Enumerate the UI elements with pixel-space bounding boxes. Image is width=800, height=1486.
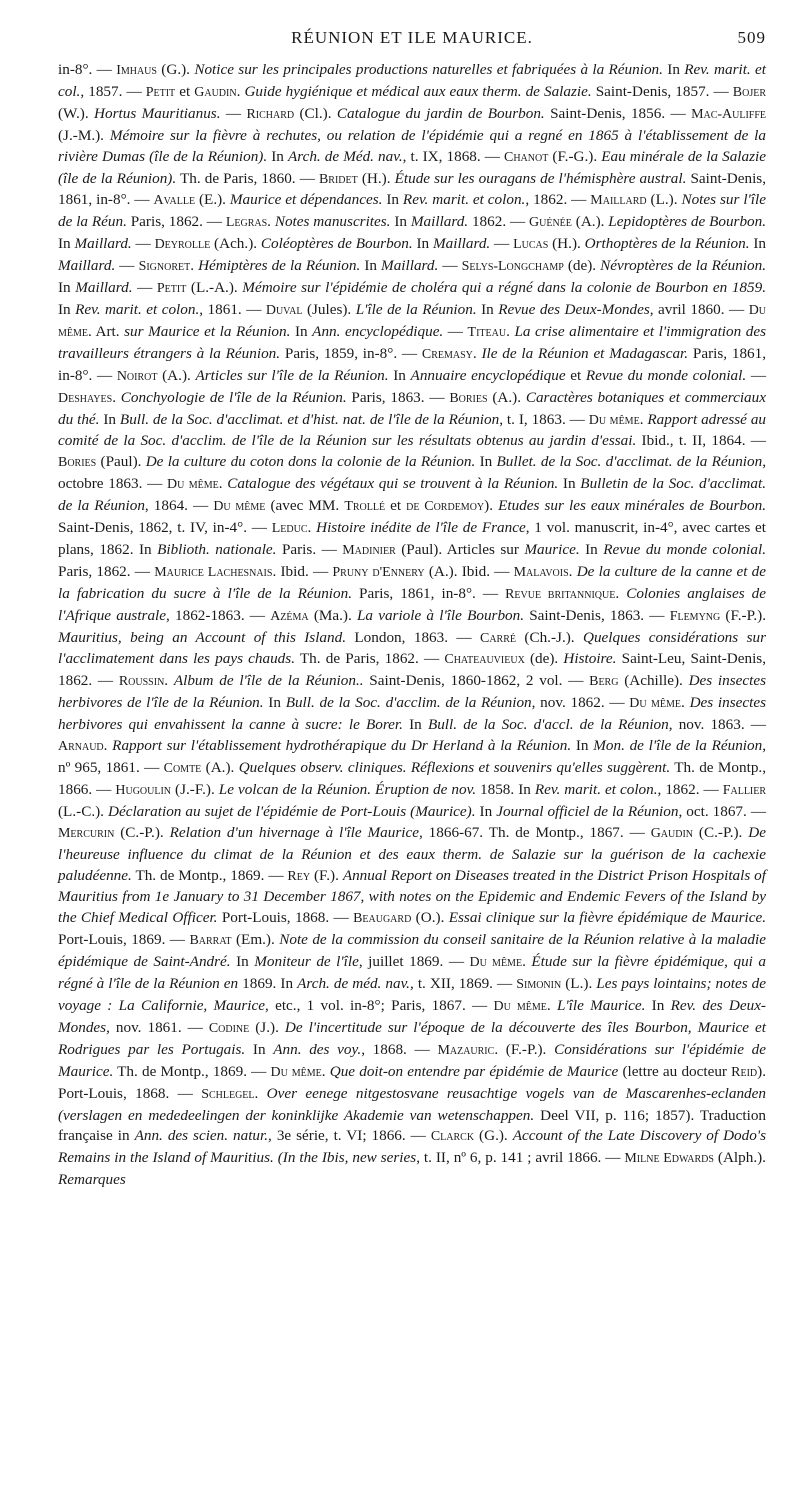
work-title: Note de la commission du conseil sanitaire de la Réunion relative à la maladie épidémique de Saint-André. (58, 931, 766, 971)
citation-text: In (245, 1040, 274, 1058)
work-title: Lepidoptères de Bourbon. (608, 213, 767, 231)
work-title: Eau minérale de la Salazie (île de la Réunion). (58, 147, 766, 187)
citation-text: . (218, 475, 228, 493)
citation-text: 1858. In (476, 780, 535, 798)
citation-text: Saint-Denis, 1856. — (544, 104, 692, 122)
work-title: Considérations sur l'épidémie de Maurice. (58, 1040, 767, 1080)
citation-text: , 1857. — (80, 82, 146, 100)
citation-text: In (476, 300, 499, 318)
work-title: Histoire inédite de l'île de France (316, 519, 526, 537)
citation-text: (avec MM. (265, 497, 345, 515)
citation-text: , 1864. — (144, 497, 214, 515)
work-title: Revue des Deux-Mondes (498, 300, 650, 318)
author-name: Chateauvieux (444, 652, 525, 668)
work-title: Biblioth. nationale. (157, 540, 277, 558)
work-title: Caractères botaniques et commerciaux du thé. (58, 388, 766, 428)
author-name: Legras (225, 215, 268, 231)
citation-text: , t. IX, 1868. — (402, 147, 505, 165)
citation-text: In (645, 996, 671, 1014)
citation-text: In (360, 257, 382, 275)
author-name: Deshayes (58, 390, 113, 406)
citation-text: In (390, 213, 411, 231)
work-title: Moniteur de l'île (254, 953, 359, 971)
citation-text: , octobre 1863. — (58, 453, 766, 493)
citation-text: Th. de Montp., 1869. — (113, 1062, 271, 1080)
citation-text: , juillet 1869. — (358, 953, 470, 971)
work-title: La crise alimentaire et l'immigration des travailleurs étrangers à la Réunion. (58, 322, 767, 362)
citation-text: (Ach.). (210, 235, 261, 253)
citation-text: . (190, 257, 199, 275)
work-title: Rev. marit. et colon. (534, 780, 658, 798)
citation-text: Deel VII, p. 116; 1857). Traduction française in (58, 1106, 767, 1145)
citation-text: (Cl.). (294, 104, 337, 122)
author-name: Lucas (513, 237, 549, 253)
citation-text: (G.). (474, 1127, 513, 1145)
work-title: Maillard. (58, 257, 116, 275)
work-title: Conchyologie de l'île de la Réunion. (120, 388, 347, 406)
citation-text: 1869. In (238, 975, 298, 993)
citation-text: . (307, 519, 317, 537)
citation-text: Th. de Paris, 1860. — (176, 169, 319, 187)
work-title: Rapport sur l'établissement hydrothérapique du Dr Herland à la Réunion. (112, 737, 572, 755)
author-name: Du même (213, 499, 266, 515)
citation-text: , 1866-67. Th. de Montp., 1867. — (418, 823, 651, 841)
work-title: L'île Maurice. (556, 996, 646, 1014)
citation-text: (A.). (157, 366, 196, 384)
citation-text: . Ibid. — (272, 562, 333, 580)
citation-text: , 1 vol. manuscrit, in-4°, avec cartes et plans, 1862. In (58, 519, 766, 558)
author-name: Selys-Longchamp (461, 259, 564, 275)
citation-text: London, 1863. — (346, 628, 480, 646)
citation-text: Paris, 1862. — (58, 562, 155, 580)
work-title: Bull. de la Soc. d'accl. de la Réunion (427, 716, 669, 734)
work-title: Remarques (58, 1171, 126, 1189)
citation-text: , t. II, nº 6, p. 141 ; avril 1866. — (416, 1149, 625, 1167)
citation-text: — (131, 235, 155, 253)
author-name: de Cordemoy (406, 499, 485, 515)
work-title: Maillard. (381, 257, 439, 275)
author-name: Clarck (430, 1129, 475, 1145)
work-title: Ile de la Réunion et Madagascar. (481, 344, 689, 362)
author-name: Mazauric (437, 1042, 495, 1058)
work-title: Des insectes herbivores qui envahissent la canne à sucre: le Borer. (58, 694, 766, 734)
citation-text: Paris, 1863. — (346, 388, 450, 406)
citation-text: 1862. — (468, 213, 530, 231)
citation-text: . (321, 1062, 330, 1080)
work-title: Notice sur les principales productions naturelles et fabriquées à la Réunion. (194, 61, 663, 78)
citation-text: (de). (563, 257, 601, 275)
citation-text: , oct. 1867. — (678, 802, 767, 820)
author-name: Du même (588, 412, 640, 428)
author-name: Duval (265, 302, 303, 318)
citation-text: (lettre au docteur (618, 1062, 732, 1080)
citation-text: (J.-M.). (58, 126, 110, 144)
citation-text: Port-Louis, 1868. — (217, 909, 354, 927)
work-title: Articles sur l'île de la Réunion. (195, 366, 389, 384)
work-title: Ann. des scien. natur. (134, 1127, 269, 1145)
work-title: Rev. marit. et col. (58, 61, 767, 100)
author-name: Carré (480, 630, 516, 646)
citation-text: In (571, 737, 594, 755)
citation-text: (L.). (646, 191, 682, 209)
author-name: Trollé (344, 499, 386, 515)
citation-text: Port-Louis, 1869. — (58, 931, 190, 949)
citation-text: (G.). (156, 61, 195, 78)
work-title: Etudes sur les eaux minérales de Bourbon. (498, 497, 767, 515)
page-number: 509 (737, 28, 766, 47)
author-name: Barrat (189, 933, 232, 949)
author-name: Mac-Auliffe (691, 106, 767, 122)
citation-text: , t. I, 1863. — (499, 410, 589, 428)
author-name: Deyrolle (154, 237, 211, 253)
citation-text: In (58, 279, 76, 297)
citation-text: (Alph.). (713, 1149, 766, 1167)
work-title: De l'heureuse influence du climat de la Réunion et des eaux therm. de Salazie sur la guérison de la cachexie paludéenne. (58, 823, 766, 884)
author-name: Imhaus (116, 63, 157, 78)
citation-text: ). (484, 497, 499, 515)
work-title: Histoire. (563, 650, 617, 668)
citation-text: Paris, 1861, in-8°. — (352, 584, 506, 602)
author-name: Simonin (516, 977, 562, 993)
author-name: Gaudin (194, 84, 237, 100)
citation-text: (C.-P.). (114, 823, 170, 841)
work-title: Maurice. (524, 540, 580, 558)
citation-text: . (254, 1084, 267, 1102)
citation-text: In (475, 802, 497, 820)
work-title: Maillard. (75, 279, 133, 297)
citation-text: . (568, 562, 577, 580)
author-name: Azéma (270, 608, 309, 624)
author-name: Berg (589, 674, 619, 690)
author-name: Titeau (467, 324, 507, 340)
citation-text: , 1861. — (199, 300, 266, 318)
author-name: Avalle (153, 193, 196, 209)
author-name: Du même (469, 955, 523, 971)
work-title: Maillard. (74, 235, 132, 253)
citation-text: , etc., 1 vol. in-8°; Paris, 1867. — (264, 996, 494, 1014)
author-name: Petit (145, 84, 176, 100)
citation-text: (Em.). (231, 931, 280, 949)
work-title: Rev. des Deux-Mondes (58, 996, 766, 1036)
work-title: Maillard. (432, 235, 491, 253)
citation-text: Paris, 1859, in-8°. — (280, 344, 422, 362)
work-title: De la culture de la canne et de la fabrication du sucre à l'île de la Réunion. (58, 562, 766, 602)
author-name: Cremasy (421, 346, 473, 362)
citation-text: (E.). (195, 191, 230, 209)
citation-text: . (267, 213, 275, 231)
citation-text: Th. de Paris, 1862. — (295, 650, 445, 668)
citation-text: , t. XII, 1869. — (409, 975, 517, 993)
author-name: Revue britannique (505, 586, 616, 602)
citation-text: In (558, 475, 581, 493)
citation-text: In (749, 235, 767, 253)
citation-text: et (565, 366, 586, 384)
citation-text: , 1862-1863. — (166, 606, 271, 624)
citation-text: , 1862. — (525, 191, 591, 209)
author-name: Reid (731, 1064, 758, 1080)
work-title: Des insectes herbivores de l'île de la Réunion. (58, 672, 767, 712)
author-name: Hugoulin (115, 782, 172, 798)
work-title: Relation d'un hivernage à l'île Maurice (169, 823, 419, 841)
running-title: RÉUNION ET ILE MAURICE. (291, 28, 533, 47)
author-name: Rey (287, 868, 311, 884)
work-title: Quelques considérations sur l'acclimatement dans les pays chauds. (58, 628, 766, 668)
work-title: Orthoptères de la Réunion. (584, 235, 750, 253)
work-title: De la culture du coton dons la colonie de la Réunion. (145, 453, 476, 471)
work-title: L'île de la Réunion. (355, 300, 477, 318)
author-name: Leduc (271, 521, 308, 537)
citation-text: Saint-Leu, Saint-Denis, 1862. — (58, 650, 766, 690)
citation-text: (F.). (310, 866, 343, 884)
citation-text: Paris, 1862. — (126, 213, 226, 231)
author-name: Bories (449, 390, 488, 406)
citation-text: Ibid., t. II, 1864. — (636, 432, 766, 450)
work-title: Étude sur la fièvre épidémique, qui a régné à l'île de la Réunion en (58, 953, 766, 993)
citation-text: . (112, 388, 121, 406)
citation-text: . (639, 410, 648, 428)
citation-text: (L.). (561, 975, 597, 993)
work-title: Maillard. (410, 213, 469, 231)
work-title: Mémoire sur la fièvre à rechutes, ou relation de l'épidémie qui a regné en 1865 à l'établissement de la rivière Dumas (île de la Réunion). (58, 126, 766, 165)
citation-text: Paris. — (276, 540, 343, 558)
author-name: Arnaud (58, 739, 104, 755)
citation-text: In (263, 694, 286, 712)
citation-text: (de). (524, 650, 564, 668)
author-name: Du même (629, 696, 682, 712)
work-title: Névroptères de la Réunion. (600, 257, 767, 275)
author-name: Maurice Lachesnais (154, 564, 273, 580)
author-name: Codine (208, 1020, 250, 1036)
citation-text: (Ma.). (308, 606, 357, 624)
citation-text: ). Port-Louis, 1868. — (58, 1062, 767, 1102)
citation-text: . (615, 584, 627, 602)
work-title: Arch. de méd. nav. (297, 975, 410, 993)
citation-text: . (164, 672, 174, 690)
author-name: Du même (493, 998, 547, 1014)
citation-text: In (412, 235, 433, 253)
author-name: Milne Edwards (624, 1151, 714, 1167)
author-name: Maillard (590, 193, 647, 209)
citation-text: , nº 965, 1861. — (58, 737, 766, 776)
citation-text: Saint-Denis, 1863. — (524, 606, 670, 624)
work-title: Bull. de la Soc. d'acclim. de la Réunion (285, 694, 532, 712)
citation-text: (H.). (548, 235, 585, 253)
citation-text: (W.). (58, 104, 95, 122)
work-title: Catalogue des végétaux qui se trouvent à la Réunion. (227, 475, 559, 493)
work-title: Rev. marit. et colon. (75, 300, 200, 318)
citation-text: in-8°. — (58, 61, 117, 78)
work-title: Revue du monde colonial. (585, 366, 747, 384)
work-title: Bulletin de la Soc. d'acclimat. de la Réunion (58, 475, 766, 515)
citation-text: In (58, 300, 76, 318)
citation-text: . (522, 953, 532, 971)
citation-text: — (443, 322, 468, 340)
citation-text: . (103, 737, 113, 755)
author-name: Bridet (318, 171, 358, 187)
author-name: Schlegel (201, 1086, 255, 1102)
work-title: Colonies anglaises de l'Afrique australe (58, 584, 766, 624)
work-title: De l'incertitude sur l'époque de la découverte des îles Bourbon, Maurice et Rodrigues par les Portugais. (58, 1018, 766, 1058)
citation-text: In (662, 61, 685, 78)
author-name: Gaudin (650, 825, 693, 841)
work-title: Hémiptères de la Réunion. (198, 257, 361, 275)
author-name: Beaugard (353, 911, 412, 927)
citation-text: , avril 1860. — (649, 300, 749, 318)
citation-text: , nov. 1862. — (531, 694, 630, 712)
citation-text: . (236, 82, 245, 100)
author-name: Petit (156, 281, 187, 297)
citation-text: (Achille). (618, 672, 689, 690)
author-name: Chanot (504, 149, 549, 165)
work-title: Déclaration au sujet de l'épidémie de Port-Louis (Maurice). (108, 802, 476, 820)
work-title: Annuaire encyclopédique (410, 366, 566, 384)
citation-text: — (746, 366, 767, 384)
author-name: Du même (167, 477, 219, 493)
author-name: Mercurin (58, 825, 115, 841)
citation-text: . (546, 996, 557, 1014)
work-title: Guide hygiénique et médical aux eaux therm. de Salazie. (244, 82, 592, 100)
citation-text: In (382, 191, 403, 209)
author-name: Guénée (529, 215, 572, 231)
citation-text: In (290, 322, 313, 340)
work-title: Rapport adressé au comité de la Soc. d'acclim. de l'île de la Réunion sur les résultats obtenus au jardin d'essai. (58, 410, 767, 450)
page-header (58, 28, 766, 54)
work-title: Ann. des voy. (273, 1040, 362, 1058)
citation-text: — (220, 104, 247, 122)
citation-text: In (402, 716, 428, 734)
work-title: Les pays lointains; notes de voyage : La Californie, Maurice (58, 975, 766, 1014)
citation-text: et (175, 82, 195, 100)
citation-text: (Ch.-J.). (516, 628, 583, 646)
citation-text: . (506, 322, 515, 340)
work-title: Arch. de Méd. nav. (287, 147, 403, 165)
citation-text: (C.-P.). (693, 823, 749, 841)
citation-text: In (579, 540, 604, 558)
citation-text: Saint-Denis, 1860-1862, 2 vol. — (363, 672, 590, 690)
work-title: Maurice et dépendances. (229, 191, 383, 209)
author-name: Pruny d'Ennery (332, 564, 425, 580)
citation-text: , 1868. — (361, 1040, 438, 1058)
work-title: Rev. marit. et colon. (402, 191, 526, 209)
citation-text: In (58, 235, 75, 253)
author-name: Noirot (116, 368, 158, 384)
citation-text: Th. de Montp., 1866. — (58, 759, 767, 798)
work-title: Ann. encyclopédique. (312, 322, 444, 340)
work-title: Album de l'île de la Réunion.. (173, 672, 364, 690)
work-title: Annual Report on Diseases treated in the District Prison Hospitals of Mauritius from 1e January to 31 December 1867, with notes on the Epidemic and Endemic Fevers of the Island by the Chief Medical Officer. (58, 866, 766, 927)
citation-text: (J.). (249, 1018, 285, 1036)
citation-text: Th. de Montp., 1869. — (131, 866, 288, 884)
work-title: Hortus Mauritianus. (94, 104, 221, 122)
author-name: Comte (163, 761, 202, 776)
work-title: Journal officiel de la Réunion (496, 802, 679, 820)
citation-text: In (475, 453, 497, 471)
work-title: Mauritius, being an Account of this Island. (58, 628, 347, 646)
citation-text: (O.). (411, 909, 449, 927)
citation-text: , nov. 1863. — (668, 716, 766, 734)
work-title: Revue du monde colonial. (603, 540, 767, 558)
citation-text: , 3e série, t. VI; 1866. — (268, 1127, 431, 1145)
bibliography-paragraph (58, 60, 766, 1191)
author-name: Bories (58, 455, 97, 471)
author-name: Malavois (513, 564, 569, 580)
work-title: Account of the Late Discovery of Dodo's Remains in the Island of Mauritius. (In the Ibis, new series (58, 1127, 766, 1167)
author-name: Madinier (342, 542, 396, 558)
author-name: Bojer (732, 84, 767, 100)
citation-text: — (490, 235, 514, 253)
work-title: Bullet. de la Soc. d'acclimat. de la Réunion (496, 453, 763, 471)
work-title: Étude sur les ouragans de l'hémisphère austral. (394, 169, 687, 187)
citation-text: (F.-G.). (548, 147, 602, 165)
citation-text: (L.-C.). (58, 802, 108, 820)
author-name: Flemyng (669, 608, 721, 624)
citation-text: In (388, 366, 411, 384)
citation-text: , nov. 1861. — (106, 1018, 209, 1036)
author-name: Fallier (722, 782, 767, 798)
citation-text: (A.). (571, 213, 609, 231)
citation-text: (L.-A.). (186, 279, 243, 297)
author-name: Roussin (118, 674, 165, 690)
author-name: Richard (246, 106, 295, 122)
citation-text: — (132, 279, 157, 297)
work-title: Mémoire sur l'épidémie de choléra qui a régné dans la colonie de Bourbon en 1859. (242, 279, 767, 297)
citation-text: . (681, 694, 690, 712)
citation-text: In (267, 147, 288, 165)
work-title: Coléoptères de Bourbon. (260, 235, 413, 253)
citation-text: , 1862. — (657, 780, 723, 798)
citation-text: (Jules). (302, 300, 356, 318)
citation-text: — (438, 257, 462, 275)
bibliography-text (58, 60, 766, 1191)
work-title: Mon. de l'île de la Réunion (593, 737, 763, 755)
citation-text: In (99, 410, 120, 428)
work-title: Bull. de la Soc. d'acclimat. et d'hist. nat. de l'île de la Réunion (119, 410, 500, 428)
citation-text: . (472, 344, 482, 362)
author-name: Du même (270, 1064, 322, 1080)
work-title: Notes manuscrites. (274, 213, 391, 231)
citation-text: et (385, 497, 407, 515)
work-title: Quelques observ. cliniques. Réflexions et souvenirs qu'elles suggèrent. (238, 759, 671, 776)
citation-text: (A.). (201, 759, 239, 776)
citation-text: . Art. (88, 322, 125, 340)
work-title: Le volcan de la Réunion. Éruption de nov. (218, 780, 476, 798)
citation-text: Paris, 1861, in-8°. — (58, 344, 767, 384)
citation-text: (A.). (487, 388, 526, 406)
work-title: Essai clinique sur la fièvre épidémique de Maurice. (448, 909, 766, 927)
citation-text: In (230, 953, 255, 971)
citation-text: (Paul). Articles sur (395, 540, 525, 558)
citation-text: Saint-Denis, 1861, in-8°. — (58, 169, 766, 209)
citation-text: Saint-Denis, 1857. — (591, 82, 733, 100)
citation-text: (A.). Ibid. — (424, 562, 514, 580)
work-title: Notes sur l'île de la Réun. (58, 191, 766, 231)
citation-text: (H.). (357, 169, 395, 187)
citation-text: (Paul). (96, 453, 146, 471)
author-name: Du même (58, 302, 766, 340)
citation-text: (F.-P.). (720, 606, 766, 624)
work-title: Catalogue du jardin de Bourbon. (336, 104, 545, 122)
author-name: Signoret (138, 259, 191, 275)
work-title: Que doit-on entendre par épidémie de Maurice (329, 1062, 619, 1080)
citation-text: (J.-F.). (171, 780, 219, 798)
citation-text: . (F.-P.). (494, 1040, 555, 1058)
citation-text: — (115, 257, 139, 275)
citation-text: Saint-Denis, 1862, t. IV, in-4°. — (58, 519, 272, 537)
work-title: sur Maurice et la Réunion. (124, 322, 291, 340)
work-title: Over eenege nitgestosvane reusachtige vogels van de Mascarenhes-eclanden (verslagen en mededeelingen der koninklijke Akademie van wetenschappen. (58, 1084, 766, 1124)
work-title: La variole à l'île Bourbon. (356, 606, 525, 624)
